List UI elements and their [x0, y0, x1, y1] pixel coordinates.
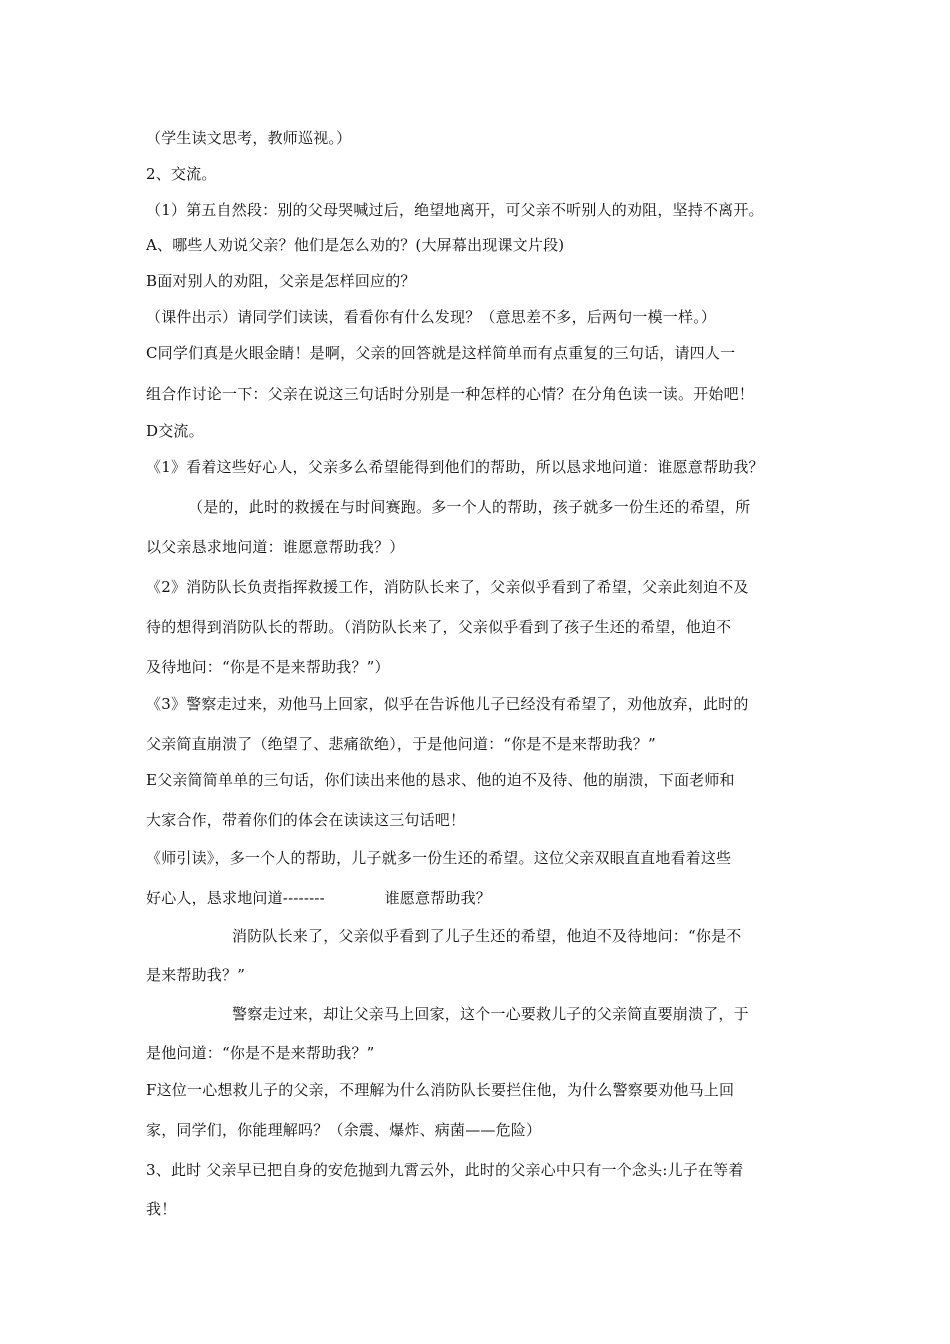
text-line: 待的想得到消防队长的帮助。（消防队长来了，父亲似乎看到了孩子生还的希望，他迫不 — [146, 618, 732, 636]
text-line: F这位一心想救儿子的父亲，不理解为什么消防队长要拦住他，为什么警察要劝他马上回 — [146, 1081, 735, 1099]
text-line: 大家合作，带着你们的体会在读读这三句话吧！ — [146, 811, 466, 829]
text-line: 消防队长来了，父亲似乎看到了儿子生还的希望，他迫不及待地问：“你是不 — [232, 927, 742, 945]
text-line: C同学们真是火眼金睛！是啊，父亲的回答就是这样简单而有点重复的三句话，请四人一 — [146, 344, 736, 362]
text-line: 家，同学们，你能理解吗？（余震、爆炸、病菌——危险） — [146, 1121, 542, 1139]
text-line: 警察走过来，却让父亲马上回家，这个一心要救儿子的父亲简直要崩溃了，于 — [232, 1005, 749, 1023]
text-line: （课件出示）请同学们读读，看看你有什么发现？（意思差不多，后两句一模一样。） — [146, 308, 717, 326]
text-line: （是的，此时的救援在与时间赛跑。多一个人的帮助，孩子就多一份生还的希望，所 — [188, 498, 751, 516]
text-line: E父亲简简单单的三句话，你们读出来他的恳求、他的迫不及待、他的崩溃，下面老师和 — [146, 771, 735, 789]
text-line: 组合作讨论一下：父亲在说这三句话时分别是一种怎样的心情？在分角色读一读。开始吧！ — [146, 385, 755, 403]
text-line: 2、交流。 — [146, 165, 217, 183]
text-line: 《3》警察走过来，劝他马上回家，似乎在告诉他儿子已经没有希望了，劝他放弃，此时的 — [146, 695, 749, 713]
text-line: D交流。 — [146, 422, 204, 440]
text-line: 是他问道：“你是不是来帮助我？” — [146, 1044, 375, 1062]
text-line: B面对别人的劝阻，父亲是怎样回应的？ — [146, 272, 416, 290]
text-line: 《1》看着这些好心人，父亲多么希望能得到他们的帮助，所以恳求地问道：谁愿意帮助我？ — [146, 458, 764, 476]
text-line: （学生读文思考，教师巡视。） — [146, 129, 352, 147]
text-line: 我！ — [146, 1200, 177, 1218]
text-line: 《2》消防队长负责指挥救援工作，消防队长来了，父亲似乎看到了希望，父亲此刻迫不及 — [146, 578, 749, 596]
text-line: A、哪些人劝说父亲？他们是怎么劝的？(大屏幕出现课文片段) — [146, 236, 565, 254]
text-line: 3、此时 父亲早已把自身的安危抛到九霄云外，此时的父亲心中只有一个念头:儿子在等着 — [146, 1161, 744, 1179]
text-line: 以父亲恳求地问道：谁愿意帮助我？） — [146, 538, 405, 556]
text-line: （1）第五自然段：别的父母哭喊过后，绝望地离开，可父亲不听别人的劝阻，坚持不离开。 — [146, 201, 764, 219]
text-line: 好心人，恳求地问道-------- 谁愿意帮助我？ — [146, 889, 491, 907]
text-line: 是来帮助我？” — [146, 966, 246, 984]
text-line: 及待地问：“你是不是来帮助我？”） — [146, 658, 390, 676]
text-line: 《师引读》，多一个人的帮助，儿子就多一份生还的希望。这位父亲双眼直直地看着这些 — [146, 849, 732, 867]
text-line: 父亲简直崩溃了（绝望了、悲痛欲绝），于是他问道：“你是不是来帮助我？” — [146, 735, 656, 753]
